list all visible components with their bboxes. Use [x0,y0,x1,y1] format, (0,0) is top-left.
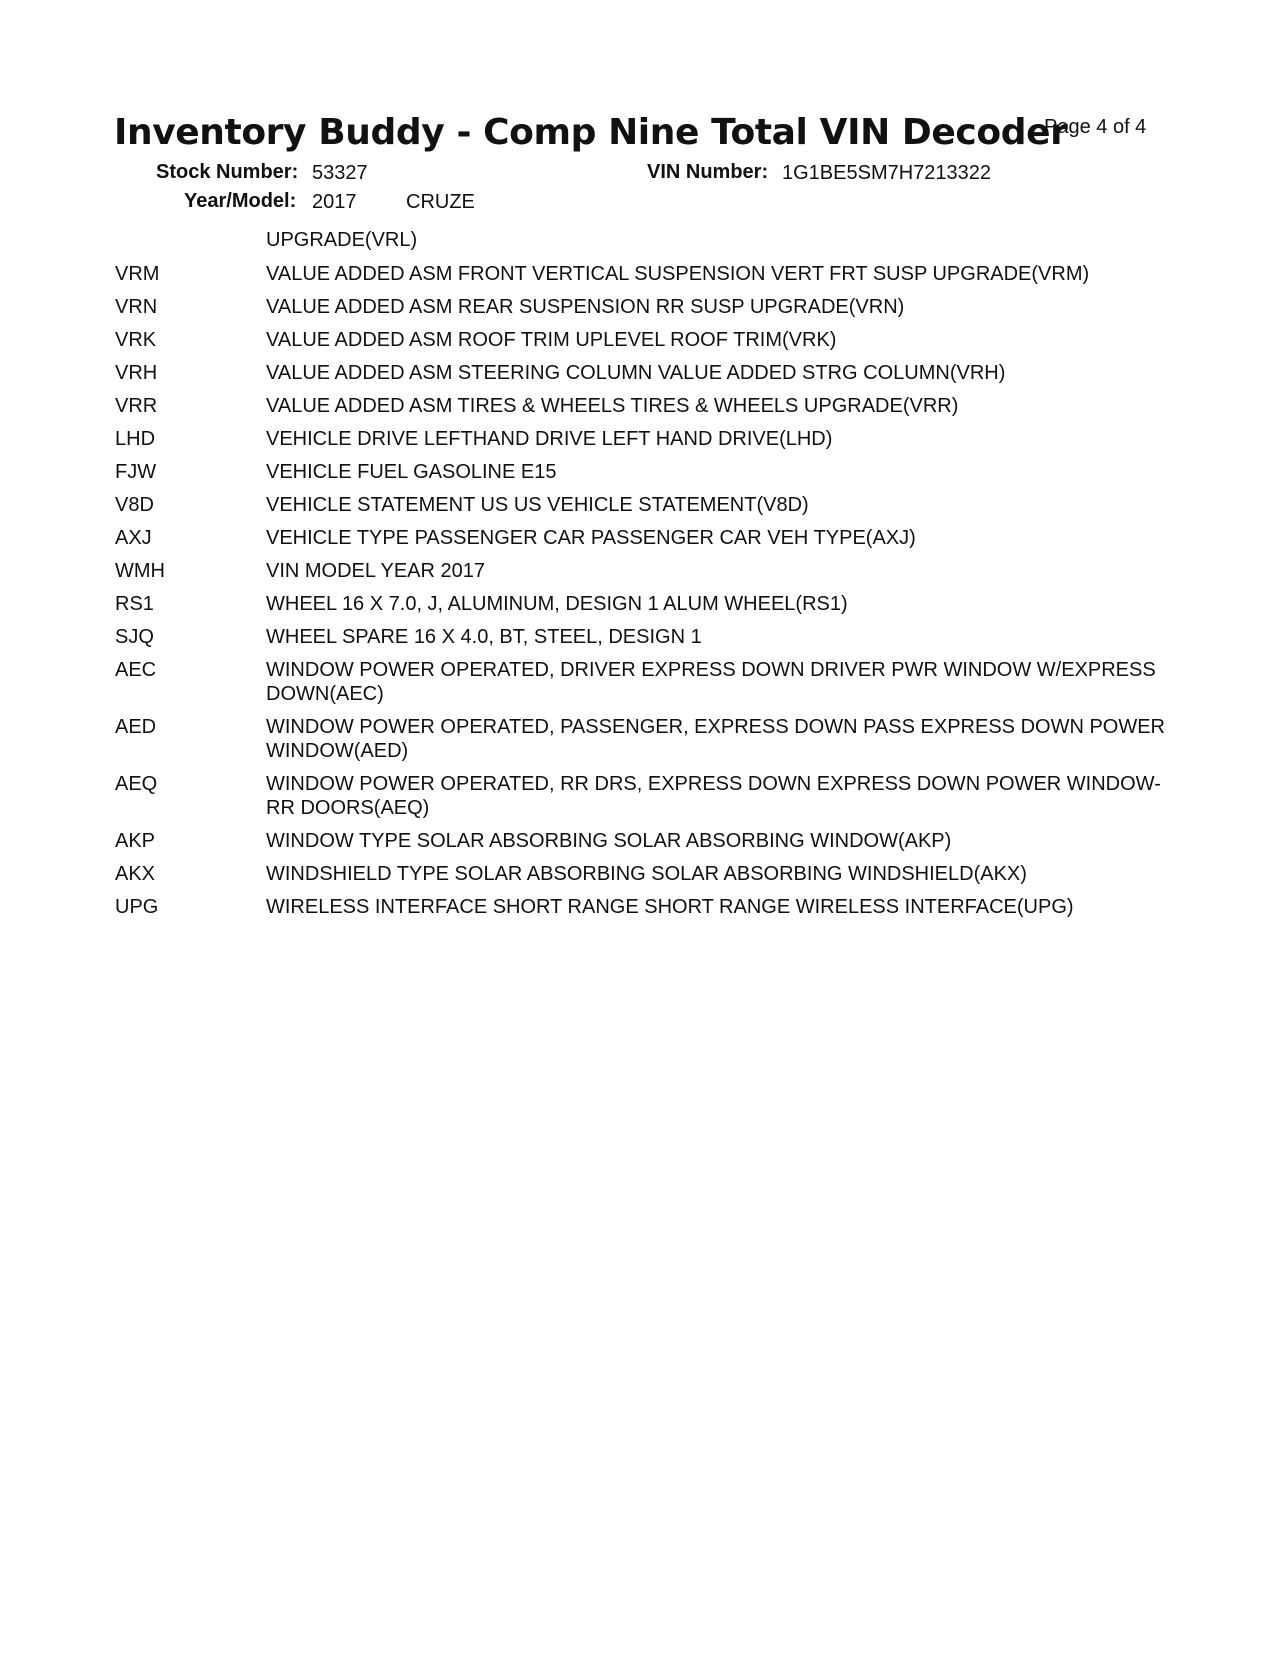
option-row [115,592,1175,616]
option-description: VALUE ADDED ASM REAR SUSPENSION RR SUSP UPGRADE(VRN) [266,296,905,318]
option-code: AEC [115,659,157,681]
option-code: VRN [115,296,158,318]
option-code: AED [115,716,157,738]
option-code: VRM [115,263,160,285]
stock-number-label: Stock Number: [156,161,299,183]
option-description: WINDOW POWER OPERATED, DRIVER EXPRESS DOWN DRIVER PWR WINDOW W/EXPRESS DOWN(AEC) [266,659,1156,705]
option-list [115,262,1175,928]
option-code: VRH [115,362,158,384]
option-description: VALUE ADDED ASM ROOF TRIM UPLEVEL ROOF TRIM(VRK) [266,329,837,351]
option-row [115,625,1175,649]
option-code: AKP [115,830,156,852]
stock-number-value: 53327 [312,162,368,184]
option-row [115,361,1175,385]
option-row [115,427,1175,451]
option-description: VIN MODEL YEAR 2017 [266,560,485,582]
page-number: Page 4 of 4 [1044,116,1147,138]
option-description: WIRELESS INTERFACE SHORT RANGE SHORT RANGE WIRELESS INTERFACE(UPG) [266,896,1074,918]
option-code: AEQ [115,773,158,795]
option-row [115,829,1175,853]
option-description: VALUE ADDED ASM STEERING COLUMN VALUE ADDED STRG COLUMN(VRH) [266,362,1006,384]
year-value: 2017 [312,191,357,213]
option-row [115,394,1175,418]
option-description: WINDOW POWER OPERATED, PASSENGER, EXPRESS DOWN PASS EXPRESS DOWN POWER WINDOW(AED) [266,716,1166,762]
option-description: VALUE ADDED ASM TIRES & WHEELS TIRES & WHEELS UPGRADE(VRR) [266,395,959,417]
option-row [115,262,1175,286]
option-row [115,559,1175,583]
option-row [115,526,1175,550]
option-description: VEHICLE FUEL GASOLINE E15 [266,461,557,483]
option-description: WINDOW POWER OPERATED, RR DRS, EXPRESS DOWN EXPRESS DOWN POWER WINDOW-RR DOORS(AEQ) [266,773,1161,819]
option-code: VRK [115,329,157,351]
option-description: WINDOW TYPE SOLAR ABSORBING SOLAR ABSORBING WINDOW(AKP) [266,830,952,852]
option-code: WMH [115,560,165,582]
model-value: CRUZE [406,191,475,213]
option-description: WHEEL 16 X 7.0, J, ALUMINUM, DESIGN 1 ALUM WHEEL(RS1) [266,593,848,615]
option-row [115,328,1175,352]
option-description: VEHICLE DRIVE LEFTHAND DRIVE LEFT HAND DRIVE(LHD) [266,428,833,450]
option-row [115,493,1175,517]
option-code: V8D [115,494,154,516]
option-row [115,295,1175,319]
option-code: LHD [115,428,156,450]
continued-description: UPGRADE(VRL) [266,229,418,251]
year-model-label: Year/Model: [184,190,297,212]
vin-number-value: 1G1BE5SM7H7213322 [782,162,992,184]
option-description: WHEEL SPARE 16 X 4.0, BT, STEEL, DESIGN 1 [266,626,702,648]
option-code: AKX [115,863,156,885]
option-row [115,460,1175,484]
vin-number-label: VIN Number: [647,161,769,183]
option-code: SJQ [115,626,154,648]
option-row [115,862,1175,886]
option-row [115,895,1175,919]
option-row [115,772,1175,820]
option-description: VEHICLE STATEMENT US US VEHICLE STATEMENT(V8D) [266,494,809,516]
document-title: Inventory Buddy - Comp Nine Total VIN Decoder [114,112,1068,153]
option-description: WINDSHIELD TYPE SOLAR ABSORBING SOLAR ABSORBING WINDSHIELD(AKX) [266,863,1027,885]
option-code: RS1 [115,593,154,615]
option-code: VRR [115,395,158,417]
option-code: FJW [115,461,157,483]
option-description: VALUE ADDED ASM FRONT VERTICAL SUSPENSION VERT FRT SUSP UPGRADE(VRM) [266,263,1090,285]
option-row [115,658,1175,706]
option-row [115,715,1175,763]
option-code: UPG [115,896,159,918]
option-description: VEHICLE TYPE PASSENGER CAR PASSENGER CAR VEH TYPE(AXJ) [266,527,916,549]
option-code: AXJ [115,527,152,549]
